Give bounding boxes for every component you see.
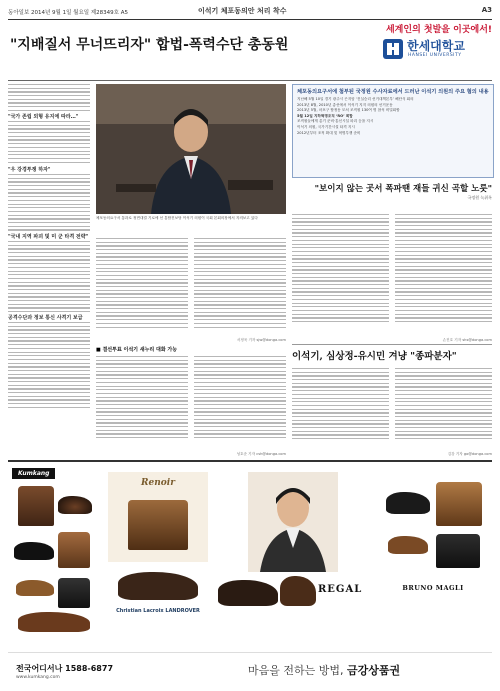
bruno-bag-1 [436,482,482,526]
bruno-shoe-2 [388,536,428,554]
bag-product-1 [18,486,54,526]
bruno-shoe-1 [386,492,430,514]
main-headline: "지배질서 무너뜨리자" 합법-폭력수단 총동원 [10,37,289,53]
hansei-name-en: HANSEI UNIVERSITY [408,53,462,58]
header-center: 이석기 체포동의안 처리 착수 [198,7,287,15]
landrover-logo: Christian Lacroix LANDROVER [116,608,200,614]
left-subhead-4: 공격수단과 정보 통신 사격기 보급 [8,315,83,321]
header-rule [8,19,492,20]
left-subhead-2: "우 강경투쟁 하자" [8,167,51,173]
info-item-6: 이석기 의원, 국가기간시설 타격 지시 [297,124,355,129]
bag-product-3 [58,578,90,608]
renoir-bag [128,500,188,550]
header-page-number: A3 [481,6,492,14]
renoir-logo: Renoir [141,478,175,488]
left-subhead-3: "국내 지역 파괴 및 미 군 타격 전략" [8,234,89,240]
regal-panel [218,472,368,642]
byline-main: 성호준 기자 csh@donga.com [236,452,286,456]
hansei-university-ad[interactable] [374,22,492,78]
page-header [8,4,492,18]
hansei-slogan: 세계인의 첫발을 이곳에서! [385,25,492,35]
landrover-panel [108,570,208,640]
hansei-emblem-icon [382,38,404,60]
ad-slogan-text: 마음을 전하는 방법, [248,664,344,677]
info-box [292,84,494,178]
middle-text-block [96,238,492,336]
regal-shoe-2 [280,576,316,606]
bruno-magli-panel [378,472,488,642]
left-column-text [8,84,90,114]
ad-slogan [248,662,400,678]
lower-text-block [96,356,492,452]
article-photo [96,84,286,214]
portrait-illustration [96,84,286,214]
left-subhead-1: "국가 존립 외형 유지에 따라…" [8,114,79,120]
info-item-4: 5월 12일 지하혁명조직 ‘RO’ 회합 [297,113,353,118]
landrover-shoe [118,572,198,600]
shoe-product-1 [58,496,92,514]
kumkang-phone: 전국어디서나 1588-6877 [16,664,114,673]
renoir-panel [108,472,208,562]
info-item-7: 2012년부터 조직 확대 및 혁명투쟁 준비 [297,130,361,135]
byline-1: 서정욱 기자 sjw@donga.com [236,338,286,342]
bruno-bag-2 [436,534,480,568]
lower-headline: 이석기, 심상정-유시민 겨냥 "종파분자" [292,351,457,362]
info-item-5: 조직원들에게 총기 준비·통신시설 파괴 등을 지시 [297,119,374,124]
bag-product-2 [58,532,90,568]
photo-caption: 체포동의요구서 통과로 정면대결 기로에 선 통합진보당 이석기 의원이 국회 본회의장에서 지켜보고 있다 [96,216,258,220]
header-left: 동아일보 2014년 9월 1일 월요일 제28349호 A5 [8,10,129,16]
ad-slogan-brand: 금강상품권 [347,664,401,677]
byline-3: 김강 기자 go@donga.com [447,452,492,456]
kumkang-url[interactable]: www.kumkang.com [16,675,60,680]
info-item-2: 2013년 8월, 2010년 총선에서 이석기 지지 의원의 선거운동 [297,102,393,107]
mid-headline: "보이지 않는 곳서 폭파땐 재들 귀신 곡할 노릇" [314,184,492,194]
shoe-product-4 [18,612,90,632]
hansei-name: 한세대학교 [407,39,465,53]
shoe-product-3 [16,580,54,596]
info-item-3: 2013년 5월, 마포구 합정동 모처 조직원 130여 명 참석 비밀회합 [297,108,400,113]
info-box-title: 체포동의요구서에 첨부된 국정원 수사자료에서 드러난 이석기 의원의 주요 혐의 내용 [297,89,489,95]
model-illustration [248,472,338,572]
left-column [8,84,90,456]
headline-rule [8,80,492,81]
ad-bottom-strip [8,652,492,687]
regal-shoe-1 [218,580,278,606]
info-item-1: 지난해 5월 10일 경기 광주시 곤지암 ‘진실승리 선거대책본부’ 해단식 회의 [297,97,414,101]
byline-2: 손진호 기자 shs@donga.com [442,338,492,342]
regal-logo: REGAL [318,584,363,595]
mid-headline-sub: 국정원 녹취록 [467,195,492,200]
shoe-product-2 [14,542,54,560]
kumkang-logo: Kumkang [12,468,55,479]
lower-left-subhead: ■ 결선투표 이석기 새누리 대화 가능 [96,347,178,353]
bruno-magli-logo: BRUNO MAGLI [402,584,464,592]
kumkang-ad[interactable] [8,460,492,688]
mid-headline-block [292,180,492,206]
